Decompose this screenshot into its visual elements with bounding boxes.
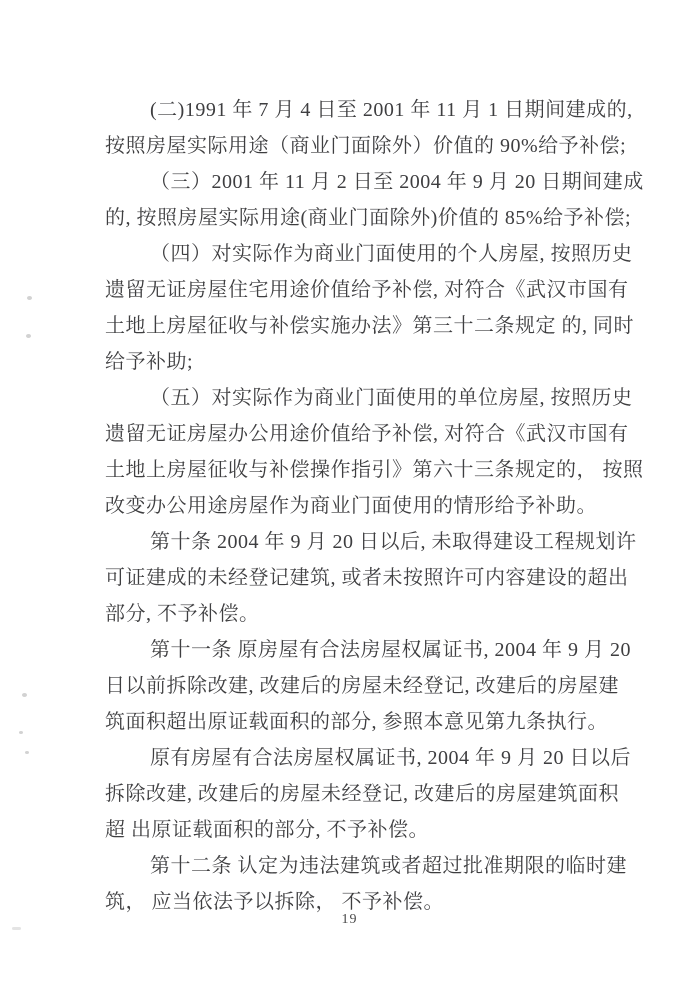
text-line: 遗留无证房屋办公用途价值给予补偿, 对符合《武汉市国有 xyxy=(105,423,629,445)
scan-speckle xyxy=(25,751,29,754)
scan-speckle xyxy=(26,334,31,338)
paragraph-article-11-continued xyxy=(105,740,631,848)
paragraph-article-12 xyxy=(105,848,627,920)
text-line: 部分, 不予补偿。 xyxy=(105,603,260,625)
text-line: 按照房屋实际用途（商业门面除外）价值的 90%给予补偿; xyxy=(105,135,627,157)
text-line: 遗留无证房屋住宅用途价值给予补偿, 对符合《武汉市国有 xyxy=(105,279,629,301)
page-number: 19 xyxy=(341,912,358,927)
document-body xyxy=(105,92,644,920)
text-line: 给予补助; xyxy=(105,351,194,373)
text-line: （四）对实际作为商业门面使用的个人房屋, 按照历史 xyxy=(150,243,633,265)
scan-speckle xyxy=(27,296,32,300)
text-line: （五）对实际作为商业门面使用的单位房屋, 按照历史 xyxy=(150,387,633,409)
scan-speckle xyxy=(22,693,27,697)
text-line: 第十一条 原房屋有合法房屋权属证书, 2004 年 9 月 20 xyxy=(150,639,631,661)
text-line: 超 出原证载面积的部分, 不予补偿。 xyxy=(105,819,429,841)
text-line: 第十条 2004 年 9 月 20 日以后, 未取得建设工程规划许 xyxy=(150,531,637,553)
text-line: 筑， 应当依法予以拆除， 不予补偿。 xyxy=(105,891,444,913)
text-line: 日以前拆除改建, 改建后的房屋未经登记, 改建后的房屋建 xyxy=(105,675,619,697)
paragraph-article-10 xyxy=(105,524,637,632)
text-line: 的, 按照房屋实际用途(商业门面除外)价值的 85%给予补偿; xyxy=(105,207,632,229)
paragraph-clause-5 xyxy=(105,380,644,524)
scan-speckle xyxy=(19,731,23,734)
text-line: 筑面积超出原证载面积的部分, 参照本意见第九条执行。 xyxy=(105,711,608,733)
text-line: （三）2001 年 11 月 2 日至 2004 年 9 月 20 日期间建成 xyxy=(150,171,644,193)
text-line: 第十二条 认定为违法建筑或者超过批准期限的临时建 xyxy=(150,855,627,877)
text-line: 可证建成的未经登记建筑, 或者未按照许可内容建设的超出 xyxy=(105,567,629,589)
text-line: 拆除改建, 改建后的房屋未经登记, 改建后的房屋建筑面积 xyxy=(105,783,619,805)
paragraph-clause-4 xyxy=(105,236,634,380)
text-line: 原有房屋有合法房屋权属证书, 2004 年 9 月 20 日以后 xyxy=(150,747,631,769)
text-line: 改变办公用途房屋作为商业门面使用的情形给予补助。 xyxy=(105,495,597,517)
text-line: 土地上房屋征收与补偿实施办法》第三十二条规定 的, 同时 xyxy=(105,315,634,337)
scan-speckle xyxy=(12,927,21,930)
paragraph-clause-3 xyxy=(105,164,644,236)
text-line: 土地上房屋征收与补偿操作指引》第六十三条规定的， 按照 xyxy=(105,459,644,481)
paragraph-clause-2 xyxy=(105,92,633,164)
text-line: (二)1991 年 7 月 4 日至 2001 年 11 月 1 日期间建成的, xyxy=(150,99,633,121)
paragraph-article-11 xyxy=(105,632,631,740)
